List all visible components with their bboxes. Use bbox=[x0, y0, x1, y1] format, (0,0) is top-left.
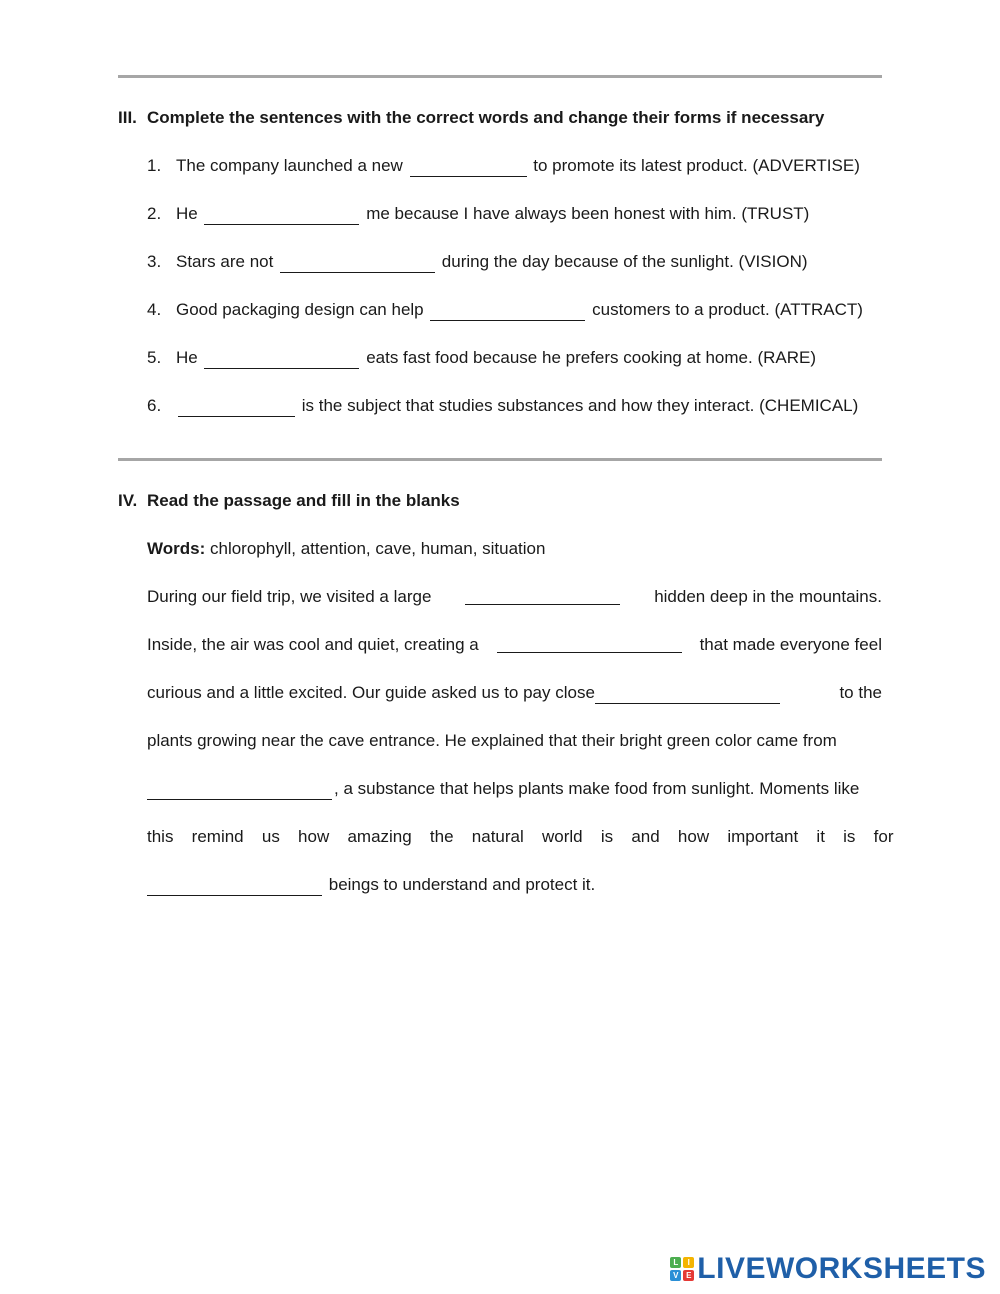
passage-text: hidden deep in the mountains. bbox=[654, 587, 882, 606]
answer-input-2[interactable] bbox=[204, 207, 359, 225]
item-number: 1. bbox=[147, 156, 162, 175]
answer-input-5[interactable] bbox=[204, 351, 359, 369]
item-text-after: is the subject that studies substances and how they interact. (CHEMICAL) bbox=[301, 396, 859, 415]
section-3-heading bbox=[118, 108, 824, 128]
item-text-before: The company launched a new bbox=[176, 156, 403, 175]
passage-text: During our field trip, we visited a large bbox=[147, 587, 432, 606]
passage-text: , a substance that helps plants make food from sunlight. Moments like bbox=[334, 779, 860, 798]
item-number: 4. bbox=[147, 300, 162, 319]
section-4-number: IV. bbox=[118, 491, 138, 510]
item-text-before: He bbox=[176, 204, 198, 223]
item-text-after: me because I have always been honest with him. (TRUST) bbox=[366, 204, 810, 223]
liveworksheets-logo bbox=[670, 1252, 986, 1286]
passage-text: beings to understand and protect it. bbox=[328, 875, 596, 894]
passage-text: plants growing near the cave entrance. He explained that their bright green color came from bbox=[147, 731, 837, 750]
sentence-item-1 bbox=[147, 156, 860, 177]
section-3-number: III. bbox=[118, 108, 137, 127]
divider-middle bbox=[118, 458, 882, 461]
item-number: 2. bbox=[147, 204, 162, 223]
logo-text: LIVEWORKSHEETS bbox=[697, 1252, 986, 1285]
sentence-item-3 bbox=[147, 252, 808, 273]
passage-line-5 bbox=[147, 779, 882, 800]
passage-text: to the bbox=[839, 683, 882, 702]
answer-input-1[interactable] bbox=[410, 159, 527, 177]
answer-input-6[interactable] bbox=[178, 399, 295, 417]
item-text-after: to promote its latest product. (ADVERTISE) bbox=[533, 156, 860, 175]
passage-blank-4[interactable] bbox=[147, 782, 332, 800]
passage-text: this remind us how amazing the natural world is and how important it is for bbox=[147, 827, 894, 846]
item-text-after: eats fast food because he prefers cooking at home. (RARE) bbox=[366, 348, 816, 367]
passage-line-6 bbox=[147, 827, 894, 847]
passage-line-2 bbox=[147, 635, 882, 655]
section-3-title: Complete the sentences with the correct words and change their forms if necessary bbox=[147, 108, 825, 127]
word-bank bbox=[147, 539, 545, 559]
passage-blank-5[interactable] bbox=[147, 878, 322, 896]
passage-line-1 bbox=[147, 587, 882, 607]
passage-text: curious and a little excited. Our guide asked us to pay close bbox=[147, 683, 595, 702]
sentence-item-5 bbox=[147, 348, 816, 369]
sentence-item-6 bbox=[147, 396, 858, 417]
answer-input-4[interactable] bbox=[430, 303, 585, 321]
item-text-before: Stars are not bbox=[176, 252, 274, 271]
word-bank-list: chlorophyll, attention, cave, human, situation bbox=[209, 539, 546, 558]
item-text-before: Good packaging design can help bbox=[176, 300, 424, 319]
item-number: 3. bbox=[147, 252, 162, 271]
logo-mark-letter: V bbox=[670, 1270, 681, 1281]
item-text-before: He bbox=[176, 348, 198, 367]
passage-text: Inside, the air was cool and quiet, creating a bbox=[147, 635, 479, 654]
answer-input-3[interactable] bbox=[280, 255, 435, 273]
item-text-after: customers to a product. (ATTRACT) bbox=[592, 300, 863, 319]
passage-line-3 bbox=[147, 683, 882, 704]
sentence-item-4 bbox=[147, 300, 863, 321]
item-number: 6. bbox=[147, 396, 162, 415]
sentence-item-2 bbox=[147, 204, 809, 225]
logo-mark-letter: I bbox=[683, 1257, 694, 1268]
passage-text: that made everyone feel bbox=[699, 635, 882, 654]
passage-blank-2[interactable] bbox=[497, 635, 682, 653]
logo-mark-icon bbox=[670, 1257, 694, 1281]
item-text-after: during the day because of the sunlight. (VISION) bbox=[441, 252, 808, 271]
passage-blank-1[interactable] bbox=[465, 587, 620, 605]
logo-mark-letter: E bbox=[683, 1270, 694, 1281]
divider-top bbox=[118, 75, 882, 78]
passage-line-7 bbox=[147, 875, 882, 896]
passage-line-4 bbox=[147, 731, 882, 751]
item-number: 5. bbox=[147, 348, 162, 367]
section-4-heading bbox=[118, 491, 460, 511]
passage-blank-3[interactable] bbox=[595, 686, 780, 704]
word-bank-label: Words: bbox=[147, 539, 206, 558]
logo-mark-letter: L bbox=[670, 1257, 681, 1268]
passage-text-group bbox=[147, 683, 782, 704]
section-4-title: Read the passage and fill in the blanks bbox=[147, 491, 460, 510]
